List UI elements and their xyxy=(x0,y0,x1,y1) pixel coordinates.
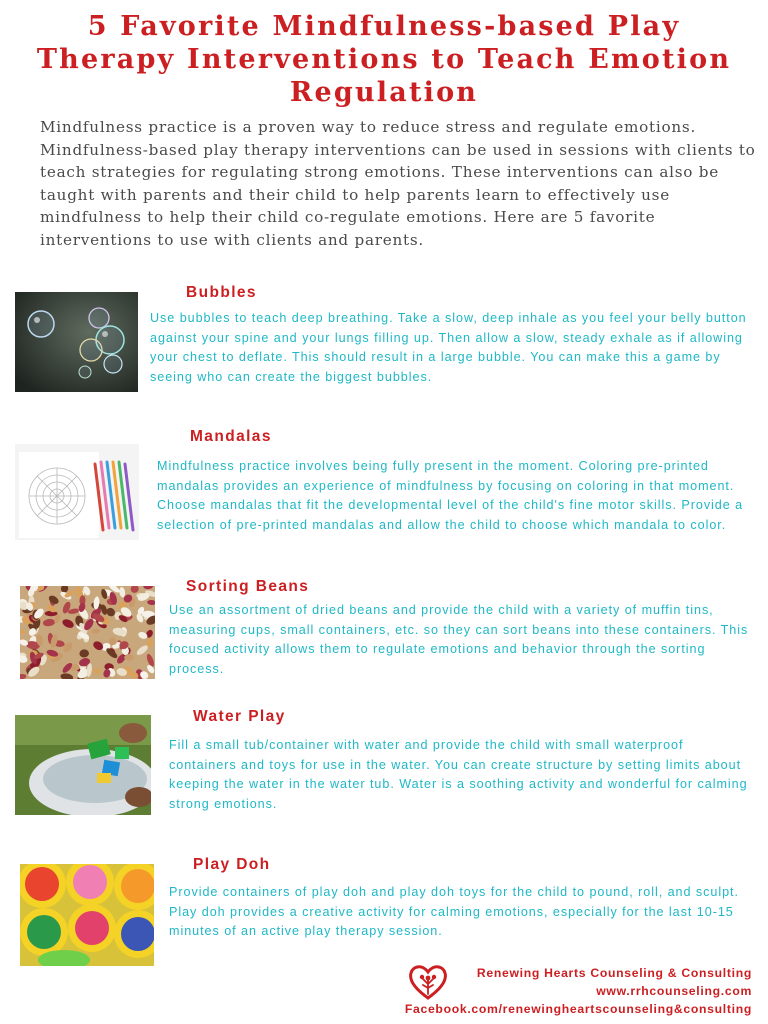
section-body-sorting-beans: Use an assortment of dried beans and provide the child with a variety of muffin tins, measuring cups, small containers, etc. so they can sort beans into these containers. This focused activity allows them to regulate emotions and behavior through the sorting process. xyxy=(169,603,749,676)
section-title-water-play: Water Play xyxy=(193,708,286,725)
footer-facebook-link[interactable]: Facebook.com/renewingheartscounseling&consulting xyxy=(404,1002,752,1016)
footer-org-name: Renewing Hearts Counseling & Consulting xyxy=(476,966,752,980)
section-title-mandalas: Mandalas xyxy=(190,428,272,445)
footer-website-link[interactable]: www.rrhcounseling.com xyxy=(596,984,752,998)
water-play-photo xyxy=(15,715,151,815)
section-body-play-doh: Provide containers of play doh and play doh toys for the child to pound, roll, and sculpt. Play doh provides a creative activity for calming emotions, especially for the last 10-15 minutes of an active play therapy session. xyxy=(169,885,739,938)
page-title: 5 Favorite Mindfulness-based Play Therapy Interventions to Teach Emotion Regulation xyxy=(36,11,732,108)
heart-tree-icon xyxy=(408,964,448,1000)
intro-paragraph: Mindfulness practice is a proven way to reduce stress and regulate emotions. Mindfulness-based play therapy interventions can be used in sessions with clients to teach strategies for regulating strong emotions. These interventions can also be taught with parents and their child to help parents learn to effectively use mindfulness to help their child co-regulate emotions. Here are 5 favorite interventions to use with clients and parents. xyxy=(40,118,756,249)
section-title-sorting-beans: Sorting Beans xyxy=(186,578,310,595)
play-doh-photo xyxy=(20,864,154,966)
section-title-play-doh: Play Doh xyxy=(193,856,271,873)
section-body-bubbles: Use bubbles to teach deep breathing. Take a slow, deep inhale as you feel your belly button against your spine and your lungs filling up. Then allow a slow, steady exhale as if allowing your chest to deflate. This should result in a large bubble. You can make this a game by seeing who can create the biggest bubbles. xyxy=(150,311,747,384)
section-title-bubbles: Bubbles xyxy=(186,284,257,301)
section-body-mandalas: Mindfulness practice involves being fully present in the moment. Coloring pre-printed mandalas provides an experience of mindfulness by focusing on coloring in that moment. Choose mandalas that fit the developmental level of the child's fine motor skills. Provide a selection of pre-printed mandalas and allow the child to choose which mandala to color. xyxy=(157,459,744,532)
beans-photo xyxy=(20,586,155,679)
section-body-water-play: Fill a small tub/container with water and provide the child with small waterproof containers and toys for use in the water. You can create structure by setting limits about keeping the water in the water tub. Water is a soothing activity and wonderful for calming strong emotions. xyxy=(169,738,748,811)
mandala-photo xyxy=(15,444,139,540)
bubbles-photo xyxy=(15,292,138,392)
